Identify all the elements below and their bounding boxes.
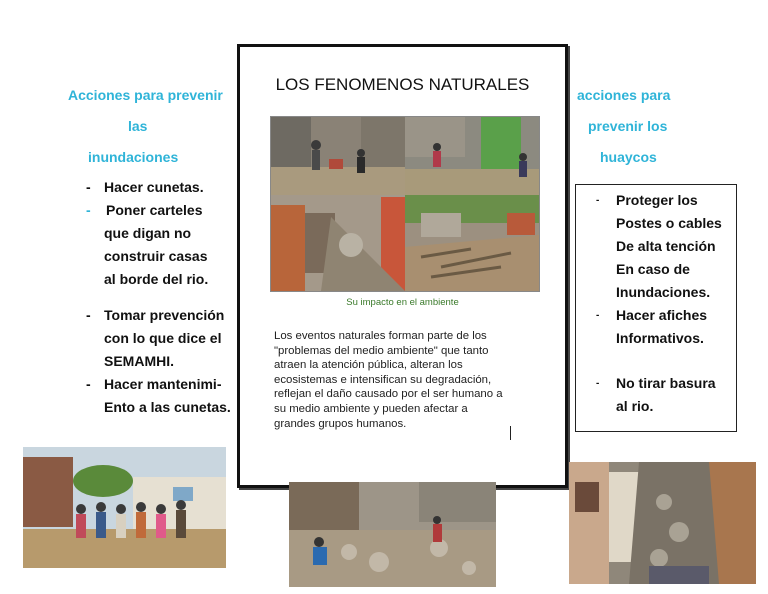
huaycos-actions-box bbox=[575, 184, 737, 432]
right-item-3-line-2: al rio. bbox=[616, 398, 654, 414]
body-line: su medio ambiente y pueden afectar a bbox=[274, 402, 468, 415]
left-item-2-line-1: Poner carteles bbox=[106, 202, 203, 218]
bullet-dash: - bbox=[86, 307, 91, 323]
body-line: reflejan el daño causado por el ser humano a bbox=[274, 388, 503, 401]
right-item-3 bbox=[596, 372, 732, 418]
right-item-2-line-2: Informativos. bbox=[616, 330, 704, 346]
right-item-2 bbox=[596, 304, 732, 350]
left-item-3-line-3: SEMAMHI. bbox=[104, 353, 174, 369]
bullet-dash: - bbox=[86, 202, 91, 218]
left-item-4-line-2: Ento a las cunetas. bbox=[104, 399, 231, 415]
flooded-neighborhood-photo bbox=[405, 117, 539, 195]
collage-caption: Su impacto en el ambiente bbox=[346, 297, 459, 308]
left-item-3-line-1: Tomar prevención bbox=[104, 307, 225, 323]
left-heading-line1: Acciones para prevenir bbox=[68, 87, 223, 103]
center-document-page bbox=[237, 44, 568, 488]
left-item-2-line-3: construir casas bbox=[104, 248, 208, 264]
body-line: "problemas del medio ambiente" que tanto bbox=[274, 344, 489, 357]
mud-cleanup-photo bbox=[289, 482, 496, 587]
right-item-3-line-1: No tirar basura bbox=[616, 375, 716, 391]
right-heading-line2: prevenir los bbox=[588, 118, 668, 134]
left-item-4 bbox=[86, 373, 238, 419]
bullet-dash: - bbox=[596, 195, 600, 206]
page-title: LOS FENOMENOS NATURALES bbox=[275, 75, 530, 94]
bullet-dash: - bbox=[596, 378, 600, 389]
body-line: atraen la atención pública, alteran los bbox=[274, 359, 463, 372]
left-item-2-line-2: que digan no bbox=[104, 225, 192, 241]
left-item-1-line-1: Hacer cunetas. bbox=[104, 179, 204, 195]
body-line: ecosistemas e intensifican su degradación, bbox=[274, 373, 492, 386]
left-item-4-line-1: Hacer mantenimi- bbox=[104, 376, 222, 392]
left-item-2-line-4: al borde del rio. bbox=[104, 271, 209, 287]
right-item-1-line-2: Postes o cables bbox=[616, 215, 722, 231]
left-item-1 bbox=[86, 176, 236, 199]
bullet-dash: - bbox=[86, 376, 91, 392]
flood-street-photo bbox=[271, 117, 405, 195]
left-item-2 bbox=[86, 199, 236, 291]
right-heading-line1: acciones para bbox=[577, 87, 671, 103]
bullet-dash: - bbox=[86, 179, 91, 195]
right-item-2-line-1: Hacer afiches bbox=[616, 307, 708, 323]
right-item-1-line-3: De alta tención bbox=[616, 238, 716, 254]
bullet-dash: - bbox=[596, 310, 600, 321]
left-heading-line3: inundaciones bbox=[88, 149, 179, 165]
right-item-1-line-4: En caso de bbox=[616, 261, 690, 277]
text-cursor bbox=[510, 426, 511, 440]
disaster-photo-collage bbox=[270, 116, 540, 292]
debris-flow-photo bbox=[405, 195, 539, 291]
right-item-1-line-5: Inundaciones. bbox=[616, 284, 711, 300]
left-heading-line2: las bbox=[128, 118, 148, 134]
right-item-1 bbox=[596, 189, 732, 304]
right-heading-line3: huaycos bbox=[600, 149, 657, 165]
body-line: grandes grupos humanos. bbox=[274, 417, 407, 430]
landslide-houses-photo bbox=[271, 195, 405, 291]
landslide-street-photo bbox=[569, 462, 756, 584]
body-line: Los eventos naturales forman parte de los bbox=[274, 330, 487, 342]
body-paragraph bbox=[274, 329, 536, 431]
right-item-1-line-1: Proteger los bbox=[616, 192, 698, 208]
flood-people-photo bbox=[23, 447, 226, 568]
left-item-3-line-2: con lo que dice el bbox=[104, 330, 222, 346]
left-item-3 bbox=[86, 304, 236, 373]
